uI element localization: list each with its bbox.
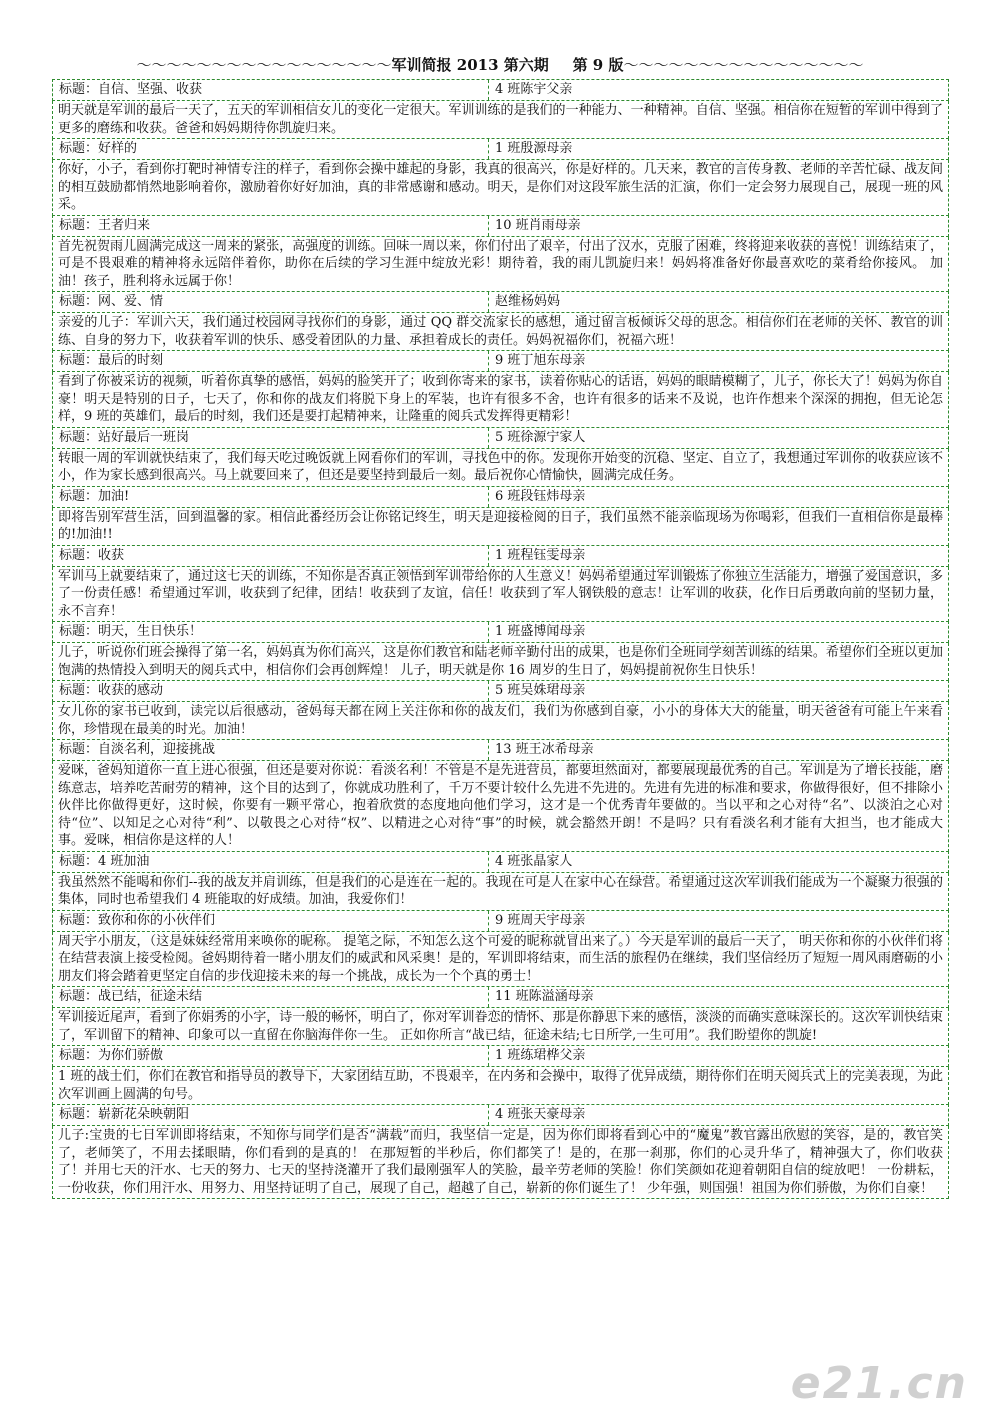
letter-header <box>52 680 949 702</box>
letter-header <box>52 1045 949 1067</box>
letter-entry <box>52 739 949 852</box>
letter-body: 军训马上就要结束了，通过这七天的训练，不知你是否真正领悟到军训带给你的人生意义！妈妈希望通过军训锻炼了你独立生活能力，增强了爱国意识，多了一份责任感！希望通过军训，收获到了纪律，团结！收获到了友谊，信任！收获到了军人钢铁般的意志！让军训的收获，化作日后勇敢向前的坚韧力量，永不言弃！ <box>52 567 949 623</box>
letter-header <box>52 986 949 1008</box>
letter-header <box>52 1104 949 1126</box>
letter-author: 1 班程钰雯母亲 <box>495 547 586 563</box>
letter-title: 标题：崭新花朵映朝阳 <box>53 1105 489 1125</box>
letter-header <box>52 79 949 101</box>
letter-author: 9 班丁旭东母亲 <box>495 353 586 368</box>
letter-body: 明天就是军训的最后一天了，五天的军训相信女儿的变化一定很大。军训训练的是我们的一种能力、一种精神。自信、坚强。相信你在短暂的军训中得到了更多的磨练和收获。爸爸和妈妈期待你凯旋归来。 <box>52 101 949 139</box>
page-header <box>50 54 950 78</box>
letter-title: 标题：网、爱、情 <box>53 292 489 312</box>
letter-author: 11 班陈溢涵母亲 <box>495 989 594 1004</box>
letter-body: 亲爱的儿子：军训六天，我们通过校园网寻找你们的身影，通过 QQ 群交流家长的感想，通过留言板倾诉父母的思念。相信你们在老师的关怀、教官的训练、自身的努力下，收获着军训的快乐、感受着团队的力量、承担着成长的责任。妈妈祝福你们，祝福六班！ <box>52 313 949 351</box>
letter-header <box>52 910 949 932</box>
letter-title: 标题：致你和你的小伙伴们 <box>53 911 489 931</box>
letter-author: 9 班周天宇母亲 <box>495 912 586 928</box>
letter-entry <box>52 350 949 428</box>
letter-author: 4 班陈宇父亲 <box>495 82 573 97</box>
letter-body: 你好，小子，看到你打靶时神情专注的样子，看到你会操中雄起的身影，我真的很高兴，你是好样的。几天来，教官的言传身教、老师的辛苦忙碌、战友间的相互鼓励都悄然地影响着你，激励着你好好加油，真的非常感谢和感动。明天，是你们对这段军旅生活的汇演，你们一定会努力展现自己，展现一班的风采。 <box>52 160 949 216</box>
letter-body: 儿子:宝贵的七日军训即将结束，不知你与同学们是否“满载”而归，我坚信一定是，因为你们即将看到心中的“魔鬼”教官露出欣慰的笑容，是的，教官笑了，老师笑了，不用去揉眼睛，你们看到的是真的！ 在那短暂的半秒后，你们都笑了！是的，在那一刹那，你们的心灵升华了，精神强大了，你们收获了！并用七天的汗水、七天的努力、七天的坚持浇灌开了我们最刚强军人的笑脸，最辛劳老师的笑脸！你们笑颜如花迎着朝阳自信的绽放吧！ 一份耕耘，一份收获，你们用汗水、用努力、用坚持证明了自己，展现了自己，超越了自己，崭新的你们诞生了！ 少年强，则国强！祖国为你们骄傲，为你们自豪！ <box>52 1126 949 1199</box>
letter-author: 10 班肖雨母亲 <box>495 217 581 233</box>
letter-entry <box>52 621 949 681</box>
letter-author: 5 班吴姝珺母亲 <box>495 683 586 698</box>
letter-title: 标题：加油! <box>53 487 489 507</box>
letter-header <box>52 291 949 313</box>
letter-title: 标题：王者归来 <box>53 216 489 236</box>
letter-header <box>52 350 949 372</box>
header-right-tildes: ～～～～～～～～～～～～～～～～ <box>623 56 864 74</box>
letter-header <box>52 427 949 449</box>
header-page-number: 第 9 版 <box>572 56 624 74</box>
letter-entry <box>52 427 949 487</box>
letter-body: 爱咪，爸妈知道你一直上进心很强，但还是要对你说：看淡名利！不管是不是先进营员，都要坦然面对，都要展现最优秀的自己。军训是为了增长技能，磨练意志，培养吃苦耐劳的精神，这个目的达到了，你就成功胜利了，千万不要计较什么先进不先进的。先进有先进的标准和要求，你做得很好，但不排除小伙伴比你做得更好，这时候，你要有一颗平常心，抱着欣赏的态度地向他们学习，这才是一个优秀青年要做的。当以平和之心对待“名”、以淡泊之心对待“位”、以知足之心对待“利”、以敬畏之心对待“权”、以精进之心对待“事”的时候，就会豁然开朗！不是吗？只有看淡名利才能有大担当，也才能成大事。爱咪，相信你是这样的人！ <box>52 761 949 852</box>
letter-entry <box>52 1104 949 1199</box>
letter-author: 1 班练珺桦父亲 <box>495 1048 586 1063</box>
letter-author: 赵维杨妈妈 <box>495 294 561 309</box>
letter-entry <box>52 910 949 988</box>
letter-body: 周天宇小朋友，（这是妹妹经常用来唤你的昵称。 提笔之际，不知怎么这个可爱的昵称就冒出来了。）今天是军训的最后一天了， 明天你和你的小伙伴们将在结营表演上接受检阅。爸妈期待着一睹小朋友们的威武和风采奥！是的，军训即将结束，而生活的旅程仍在继续，我们坚信经历了短短一周风雨磨砺的小朋友们将会踏着更坚定自信的步伐迎接未来的每一个挑战，成长为一个个真的勇士！ <box>52 932 949 988</box>
letter-entry <box>52 680 949 740</box>
letter-title: 标题：站好最后一班岗 <box>53 428 489 448</box>
letter-body: 我虽然然不能喝和你们--我的战友并肩训练，但是我们的心是连在一起的。我现在可是人在家中心在绿营。希望通过这次军训我们能成为一个凝聚力很强的集体，同时也希望我们 4 班能取的好成绩。加油，我爱你们！ <box>52 873 949 911</box>
letter-title: 标题：好样的 <box>53 139 489 159</box>
letter-header <box>52 215 949 237</box>
letter-title: 标题：收获的感动 <box>53 681 489 701</box>
letter-author: 1 班殷源母亲 <box>495 141 573 156</box>
letter-header <box>52 739 949 761</box>
letter-header <box>52 138 949 160</box>
letter-entry <box>52 215 949 293</box>
letter-title: 标题：战已结，征途未结 <box>53 987 489 1007</box>
letter-body: 1 班的战士们，你们在教官和指导员的教导下，大家团结互助，不畏艰辛，在内务和会操中，取得了优异成绩，期待你们在明天阅兵式上的完美表现，为此次军训画上圆满的句号。 <box>52 1067 949 1105</box>
letter-title: 标题：收获 <box>53 546 489 566</box>
letter-entry <box>52 486 949 546</box>
letter-body: 首先祝贺雨儿圆满完成这一周来的紧张，高强度的训练。回味一周以来，你们付出了艰辛，付出了汉水，克服了困难，终将迎来收获的喜悦！训练结束了，可是不畏艰难的精神将永远陪伴着你，助你在后续的学习生涯中绽放光彩！期待着，我的雨儿凯旋归来！妈妈将准备好你最喜欢吃的菜肴给你接风。 加油！孩子，胜利将永远属于你！ <box>52 237 949 293</box>
letter-entry <box>52 851 949 911</box>
letters-table <box>52 80 949 1199</box>
letter-author: 6 班段钰炜母亲 <box>495 488 586 504</box>
letter-entry <box>52 138 949 216</box>
letter-author: 4 班张天豪母亲 <box>495 1107 586 1122</box>
letter-body: 儿子，听说你们班会操得了第一名，妈妈真为你们高兴，这是你们教官和陆老师辛勤付出的成果，也是你们全班同学刻苦训练的结果。希望你们全班以更加饱满的热情投入到明天的阅兵式中，相信你们会再创辉煌！ 儿子，明天就是你 16 周岁的生日了，妈妈提前祝你生日快乐！ <box>52 643 949 681</box>
letter-title: 标题：明天，生日快乐！ <box>53 622 489 642</box>
letter-title: 标题：为你们骄傲 <box>53 1046 489 1066</box>
letter-title: 标题：自淡名利，迎接挑战 <box>53 740 489 760</box>
letter-author: 5 班徐源宁家人 <box>495 429 586 445</box>
letter-author: 1 班盛博闻母亲 <box>495 624 586 639</box>
letter-body: 女儿你的家书已收到，读完以后很感动，爸妈每天都在网上关注你和你的战友们，我们为你感到自豪，小小的身体大大的能量，明天爸爸有可能上午来看你，珍惜现在最美的时光。加油！ <box>52 702 949 740</box>
letter-header <box>52 851 949 873</box>
letter-author: 13 班王冰希母亲 <box>495 742 594 757</box>
letter-entry <box>52 79 949 139</box>
letter-body: 转眼一周的军训就快结束了，我们每天吃过晚饭就上网看你们的军训，寻找色中的你。发现你开始变的沉稳、坚定、自立了，我想通过军训你的收获应该不小，作为家长感到很高兴。马上就要回来了，但还是要坚持到最后一刻。最后祝你心情愉快，圆满完成任务。 <box>52 449 949 487</box>
header-title: 军训简报 2013 第六期 <box>391 56 549 74</box>
letter-title: 标题：4 班加油 <box>53 852 489 872</box>
letter-body: 看到了你被采访的视频，听着你真挚的感悟，妈妈的脸笑开了；收到你寄来的家书，读着你贴心的话语，妈妈的眼睛模糊了，儿子，你长大了！妈妈为你自豪！明天是特别的日子，七天了，你和你的战友们将脱下身上的军装，也许有很多不舍，也许有很多的话来不及说，也许作想来个深深的拥抱，但无论怎样，9 班的英雄们，最后的时刻，我们还是要打起精神来，让隆重的阅兵式发挥得更精彩！ <box>52 372 949 428</box>
letter-header <box>52 545 949 567</box>
letter-header <box>52 486 949 508</box>
header-left-tildes: ～～～～～～～～～～～～～～～～～ <box>136 56 392 74</box>
letter-entry <box>52 986 949 1046</box>
letter-entry <box>52 291 949 351</box>
letter-body: 即将告别军营生活，回到温馨的家。相信此番经历会让你铭记终生，明天是迎接检阅的日子，我们虽然不能亲临现场为你喝彩，但我们一直相信你是最棒的!加油!! <box>52 508 949 546</box>
site-watermark-logo: e21.cn <box>790 1358 968 1409</box>
letter-entry <box>52 545 949 623</box>
letter-author: 4 班张晶家人 <box>495 853 573 869</box>
letter-header <box>52 621 949 643</box>
letter-body: 军训接近尾声，看到了你娟秀的小字，诗一般的畅怀，明白了，你对军训眷恋的情怀、那是你静思下来的感悟，淡淡的而确实意味深长的。这次军训快结束了，军训留下的精神、印象可以一直留在你脑海伴你一生。 正如你所言“战已结，征途未结;七日所学,一生可用”。我们盼望你的凯旋! <box>52 1008 949 1046</box>
letter-title: 标题：最后的时刻 <box>53 351 489 371</box>
letter-title: 标题：自信、坚强、收获 <box>53 80 489 100</box>
letter-entry <box>52 1045 949 1105</box>
